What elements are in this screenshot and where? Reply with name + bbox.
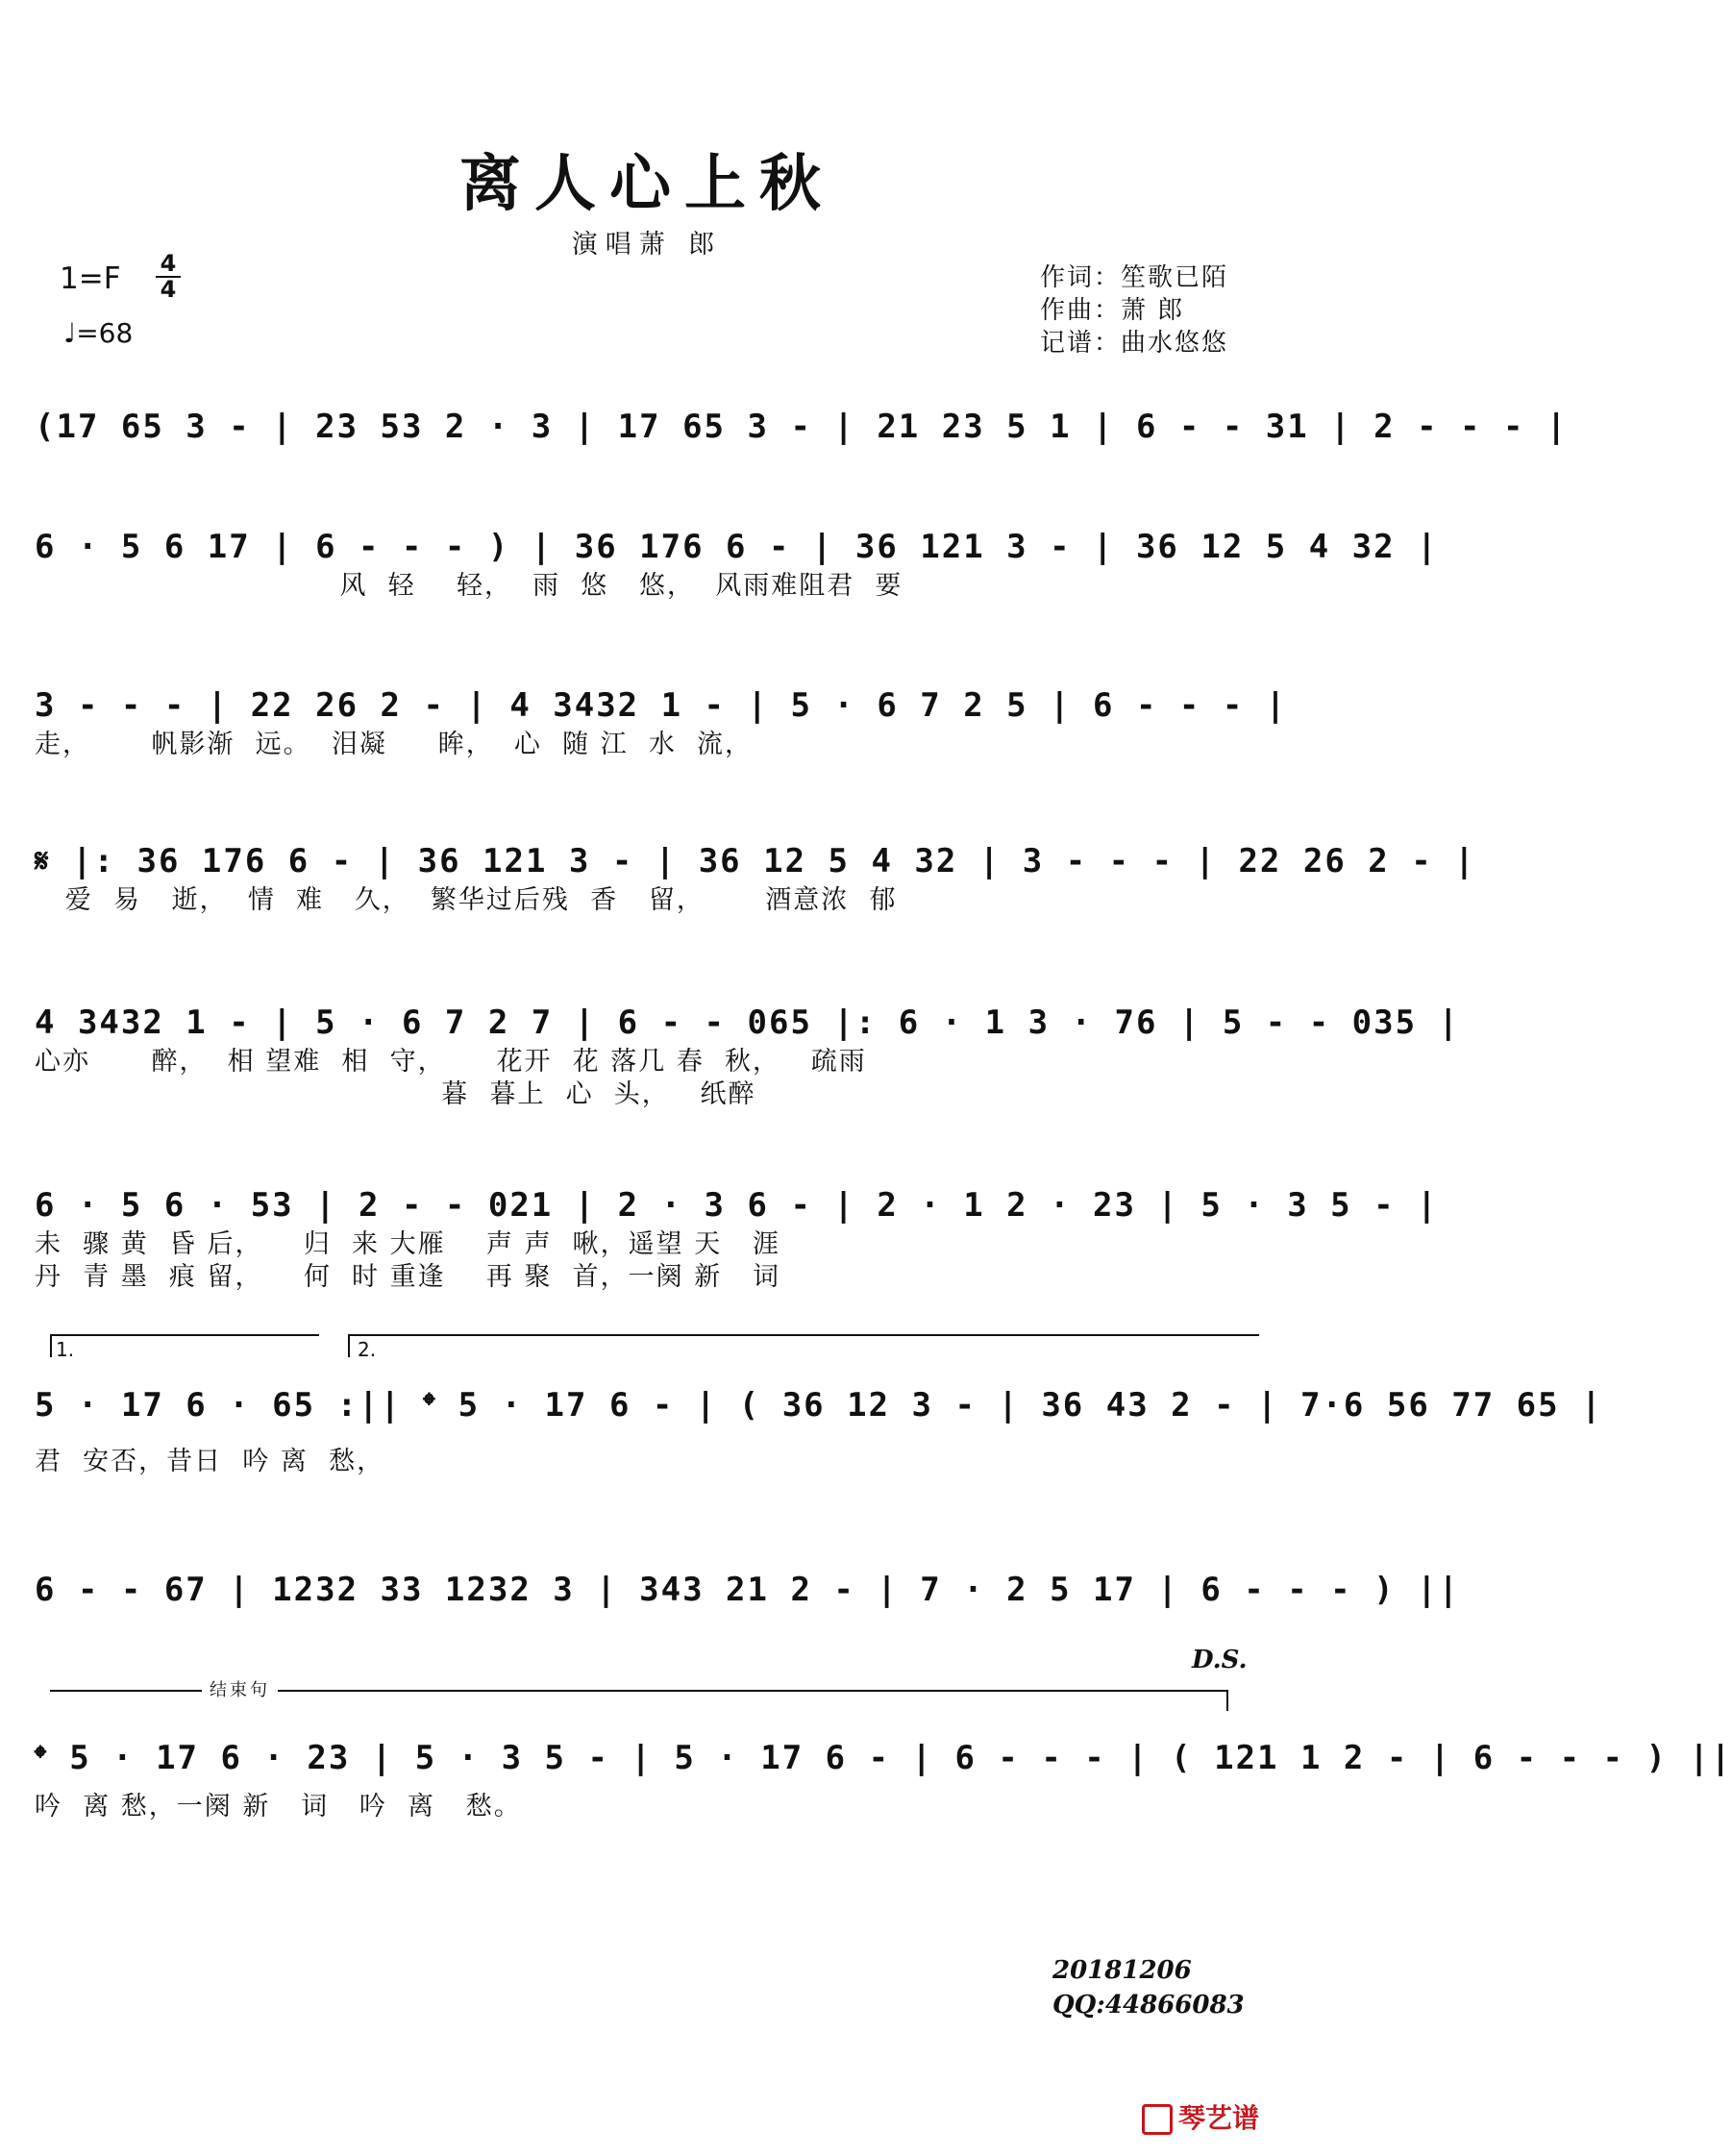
logo-mark-icon xyxy=(1142,2104,1173,2135)
transcriber-credit: 记谱：曲水悠悠 xyxy=(1040,329,1229,358)
lyric-line: 心亦 醉， 相 望难 相 守， 花开 花 落几 春 秋， 疏雨 xyxy=(35,1047,867,1077)
notation-line: 6 · 5 6 17 | 6 - - - ) | 36 176 6 - | 36 121 3 - | 36 12 5 4 32 | xyxy=(35,528,1439,566)
notation-line: 5 · 17 6 · 65 :|| 𝄌 5 · 17 6 - | ( 36 12 3 - | 36 43 2 - | 7·6 56 77 65 | xyxy=(35,1386,1603,1425)
time-signature-bottom: 4 xyxy=(160,276,177,303)
score-system-3 xyxy=(35,682,1288,761)
dal-segno-marking: D.S. xyxy=(1192,1646,1248,1674)
lyric-line: 风 轻 轻， 雨 悠 悠， 风雨难阻君 要 xyxy=(35,571,903,601)
time-signature xyxy=(156,252,181,302)
notation-line: 4 3432 1 - | 5 · 6 7 2 7 | 6 - - 065 |: 6 · 1 3 · 76 | 5 - - 035 | xyxy=(35,1004,1461,1042)
score-system-9 xyxy=(35,1735,1732,1823)
lyric-line: 暮 暮上 心 头， 纸醉 xyxy=(35,1079,756,1109)
lyric-line: 爱 易 逝， 情 难 久， 繁华过后残 香 留， 酒意浓 郁 xyxy=(35,885,898,915)
logo-text: 琴艺谱 xyxy=(1178,2102,1260,2134)
footer-info xyxy=(1052,1953,1245,2022)
notation-line: 6 · 5 6 · 53 | 2 - - 021 | 2 · 3 6 - | 2 · 1 2 · 23 | 5 · 3 5 - | xyxy=(35,1186,1439,1225)
notation-line: (17 65 3 - | 23 53 2 · 3 | 17 65 3 - | 21 23 5 1 | 6 - - 31 | 2 - - - | xyxy=(35,408,1569,446)
volta-1-bracket-top xyxy=(50,1334,319,1336)
key-signature: 1=F xyxy=(60,261,121,296)
singer-line: 演唱萧 郎 xyxy=(571,230,723,260)
lyric-line: 吟 离 愁，一阕 新 词 吟 离 愁。 xyxy=(35,1792,522,1821)
notation-line: 𝄋 |: 36 176 6 - | 36 121 3 - | 36 12 5 4 32 | 3 - - - | 22 26 2 - | xyxy=(35,842,1476,880)
volta-2-label: 2. xyxy=(358,1338,377,1361)
ending-bracket-right xyxy=(1226,1690,1228,1711)
notation-line: 𝄌 5 · 17 6 · 23 | 5 · 3 5 - | 5 · 17 6 - | 6 - - - | ( 121 1 2 - | 6 - - - ) || xyxy=(35,1739,1732,1777)
credits-block xyxy=(1040,261,1228,359)
song-title: 离人心上秋 xyxy=(459,148,834,220)
score-system-1 xyxy=(35,404,1569,450)
tempo-marking: ♩=68 xyxy=(63,317,134,349)
composer-credit: 作曲：萧 郎 xyxy=(1040,296,1185,325)
score-system-5 xyxy=(35,1000,1461,1111)
lyric-line: 走， 帆影渐 远。 泪凝 眸， 心 随 江 水 流， xyxy=(35,730,753,759)
notation-line: 6 - - 67 | 1232 33 1232 3 | 343 21 2 - | 7 · 2 5 17 | 6 - - - ) || xyxy=(35,1571,1461,1609)
score-system-2 xyxy=(35,524,1439,603)
score-system-4 xyxy=(35,838,1476,917)
score-system-8 xyxy=(35,1567,1461,1613)
lyric-line: 君 安否，昔日 吟 离 愁， xyxy=(35,1447,385,1476)
site-logo xyxy=(1142,2097,1259,2136)
lyric-line: 未 骤 黄 昏 后， 归 来 大雁 声 声 啾，遥望 天 涯 xyxy=(35,1229,780,1259)
volta-2-bracket-left xyxy=(348,1334,350,1357)
volta-1-label: 1. xyxy=(56,1338,75,1361)
notation-line: 3 - - - | 22 26 2 - | 4 3432 1 - | 5 · 6 7 2 5 | 6 - - - | xyxy=(35,686,1288,725)
volta-2-bracket-top xyxy=(348,1334,1259,1336)
time-signature-top: 4 xyxy=(160,250,177,277)
lyricist-credit: 作词：笙歌已陌 xyxy=(1040,263,1229,292)
ending-label: 结束句 xyxy=(202,1676,278,1701)
lyric-line: 丹 青 墨 痕 留， 何 时 重逢 再 聚 首，一阕 新 词 xyxy=(35,1262,780,1292)
score-system-6 xyxy=(35,1182,1439,1294)
score-system-7 xyxy=(35,1382,1603,1478)
qq-contact: QQ:44866083 xyxy=(1052,1991,1245,2020)
transcription-date: 20181206 xyxy=(1052,1956,1192,1985)
volta-1-bracket-left xyxy=(50,1334,52,1357)
